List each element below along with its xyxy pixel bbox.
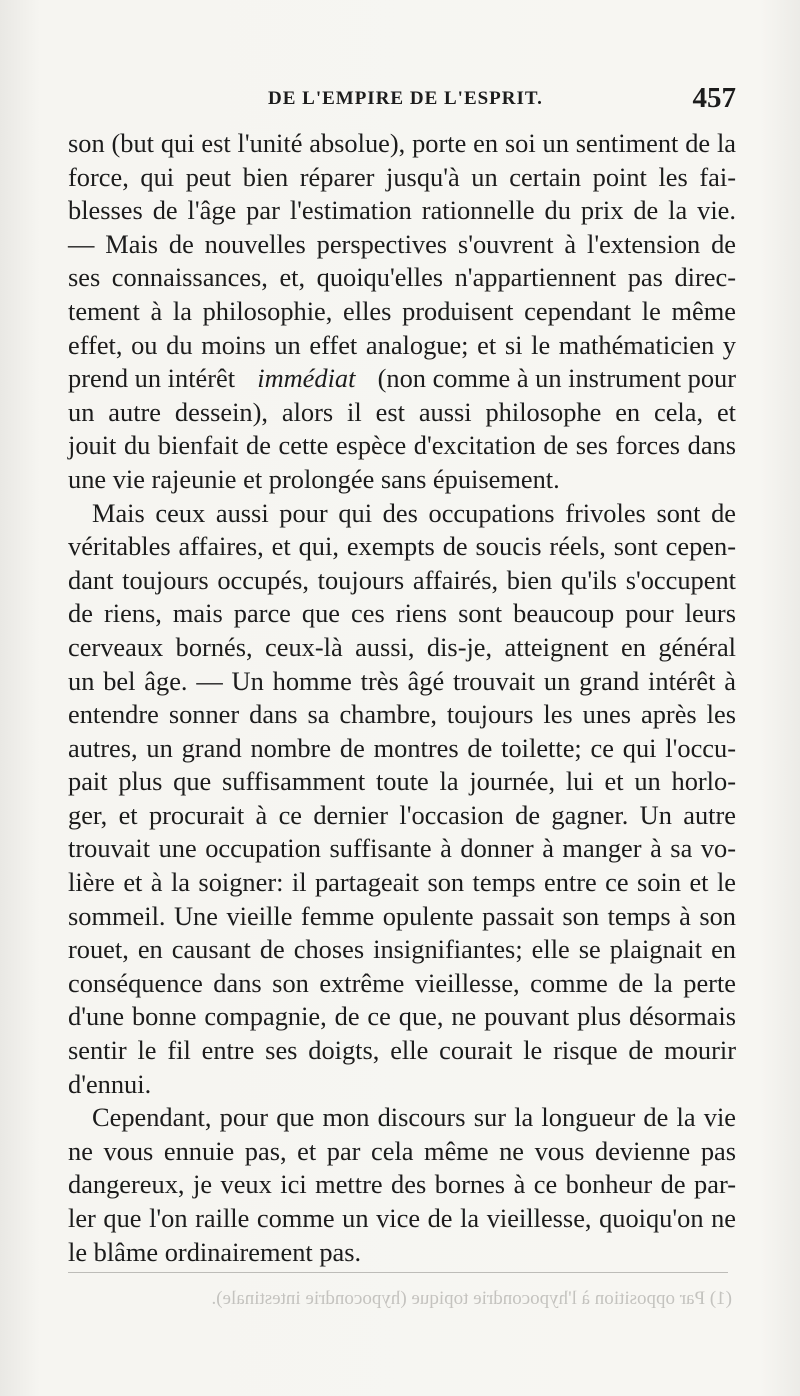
running-title: DE L'EMPIRE DE L'ESPRIT. <box>268 88 543 109</box>
text-line: sommeil. Une vieille femme opulente passait son temps à son <box>68 900 736 931</box>
text-line: entendre sonner dans sa chambre, toujours les unes après les <box>68 699 736 730</box>
text-line: véritables affaires, et qui, exempts de soucis réels, sont cepen- <box>68 531 736 562</box>
text-line: une vie rajeunie et prolongée sans épuisement. <box>68 463 560 494</box>
text-line: pait plus que suffisamment toute la journée, lui et un horlo- <box>68 766 736 797</box>
text-line: le blâme ordinairement pas. <box>68 1236 362 1267</box>
text-fragment: (non comme à un instrument pour <box>377 363 736 394</box>
running-head <box>68 82 736 118</box>
text-line: tement à la philosophie, elles produisent cependant le même <box>68 295 736 326</box>
text-line: autres, un grand nombre de montres de toilette; ce qui l'occu- <box>68 732 736 763</box>
text-line: dant toujours occupés, toujours affairés, bien qu'ils s'occupent <box>68 564 736 595</box>
paragraph-start: Mais ceux aussi pour qui des occupations frivoles sont de <box>92 497 736 528</box>
text-line: sentir le fil entre ses doigts, elle courait le risque de mourir <box>68 1035 736 1066</box>
text-line: ne vous ennuie pas, et par cela même ne vous devienne pas <box>68 1135 736 1166</box>
text-line: dangereux, je veux ici mettre des bornes à ce bonheur de par- <box>68 1169 736 1200</box>
text-line: d'une bonne compagnie, de ce que, ne pouvant plus désormais <box>68 1001 736 1032</box>
text-line: ses connaissances, et, quoiqu'elles n'appartiennent pas direc- <box>68 262 736 293</box>
text-line: — Mais de nouvelles perspectives s'ouvrent à l'extension de <box>68 228 736 259</box>
paragraph-start: Cependant, pour que mon discours sur la longueur de la vie <box>92 1102 736 1133</box>
text-line: cerveaux bornés, ceux-là aussi, dis-je, atteignent en général <box>68 631 736 662</box>
text-line: conséquence dans son extrême vieillesse, comme de la perte <box>68 967 736 998</box>
text-line: d'ennui. <box>68 1068 152 1099</box>
text-line: de riens, mais parce que ces riens sont beaucoup pour leurs <box>68 598 736 629</box>
footnote-divider <box>68 1272 728 1273</box>
text-line: force, qui peut bien réparer jusqu'à un certain point les fai- <box>68 161 736 192</box>
text-line: un bel âge. — Un homme très âgé trouvait un grand intérêt à <box>68 665 736 696</box>
text-line-with-emphasis <box>68 362 736 396</box>
text-line: lière et à la soigner: il partageait son temps entre ce soin et le <box>68 867 736 898</box>
text-line: un autre dessein), alors il est aussi philosophe en cela, et <box>68 396 736 427</box>
bleed-through-footnote: (1) Par opposition à l'hypocondrie topique (hypocondrie intestinale). <box>211 1288 732 1309</box>
text-fragment: prend un intérêt <box>68 363 236 394</box>
text-line: ger, et procurait à ce dernier l'occasion de gagner. Un autre <box>68 799 736 830</box>
text-line: jouit du bienfait de cette espèce d'excitation de ses forces dans <box>68 430 736 461</box>
body-text <box>68 127 736 1269</box>
emphasis-immediat: immédiat <box>257 363 356 394</box>
text-line: trouvait une occupation suffisante à donner à manger à sa vo- <box>68 833 736 864</box>
text-line: ler que l'on raille comme un vice de la vieillesse, quoiqu'on ne <box>68 1203 736 1233</box>
text-line: blesses de l'âge par l'estimation rationnelle du prix de la vie. <box>68 195 736 226</box>
text-line: rouet, en causant de choses insignifiantes; elle se plaignait en <box>68 934 736 965</box>
text-line: son (but qui est l'unité absolue), porte en soi un sentiment de la <box>68 128 736 158</box>
text-line: effet, ou du moins un effet analogue; et si le mathématicien y <box>68 329 736 360</box>
page-number: 457 <box>692 82 736 114</box>
